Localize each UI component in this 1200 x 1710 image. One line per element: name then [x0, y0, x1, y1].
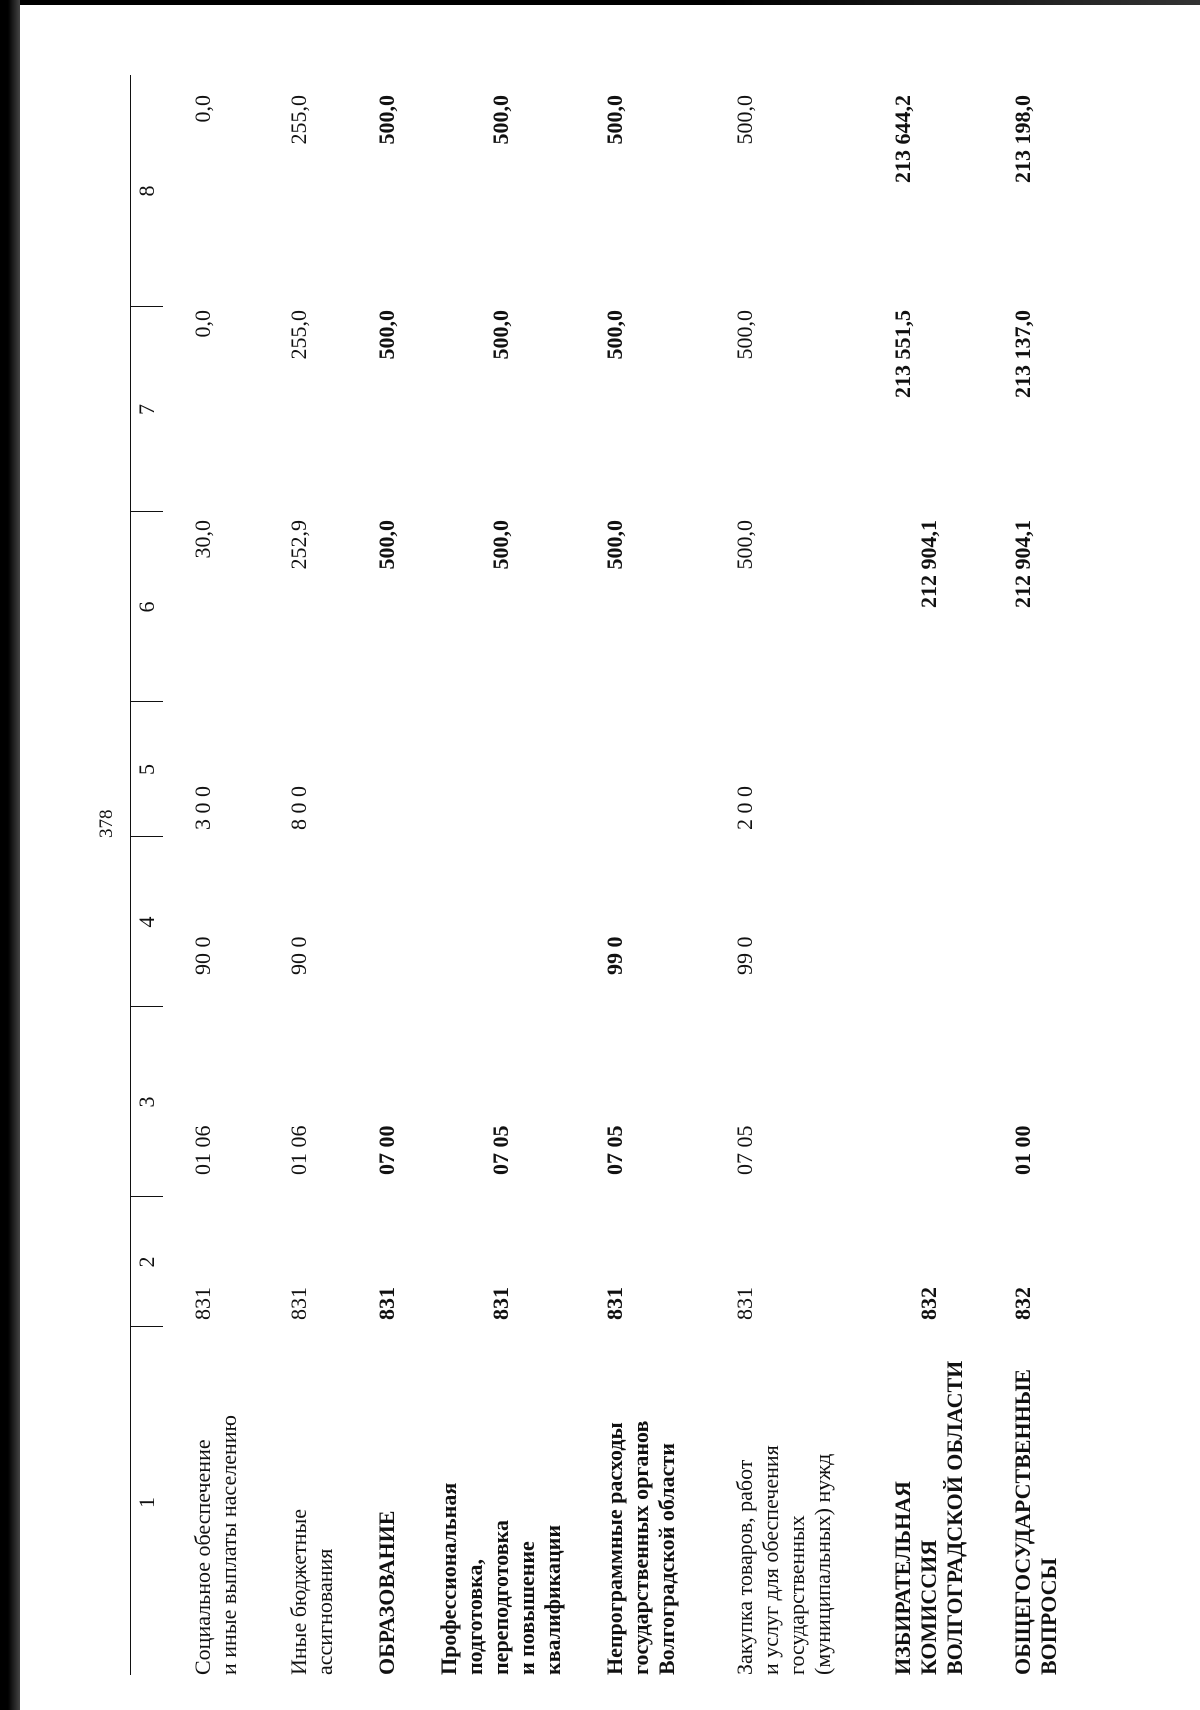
cell-ministry-code: 831	[488, 1287, 513, 1320]
cell-section-code: 01 00	[1010, 1125, 1035, 1175]
row-name: ОБЩЕГОСУДАРСТВЕННЫЕ ВОПРОСЫ	[1010, 1369, 1061, 1675]
cell-section-code: 07 05	[488, 1125, 513, 1175]
cell-ministry-code: 832	[916, 1287, 941, 1320]
row-name: Иные бюджетные ассигнования	[286, 1508, 337, 1675]
cell-section-code: 07 00	[374, 1125, 399, 1175]
cell-amount-col6: 500,0	[732, 520, 757, 570]
budget-table	[130, 75, 1130, 1675]
header-col-5: 5	[134, 764, 159, 775]
cell-target-code: 99 0	[732, 936, 757, 975]
header-col-7: 7	[134, 404, 159, 415]
header-col-4: 4	[134, 916, 159, 928]
cell-amount-col6: 30,0	[190, 520, 215, 559]
cell-amount-col8: 213 644,2	[890, 95, 915, 183]
cell-expense-type: 3 0 0	[190, 786, 215, 830]
cell-amount-col7: 500,0	[602, 310, 627, 360]
cell-section-code: 07 05	[732, 1125, 757, 1175]
row-name: Непрограммные расходы государственных органов Волгоградской области	[602, 1420, 679, 1675]
cell-amount-col7: 213 551,5	[890, 310, 915, 398]
cell-ministry-code: 832	[1010, 1287, 1035, 1320]
cell-section-code: 01 06	[286, 1125, 311, 1175]
scan-border-top	[0, 0, 1200, 5]
cell-target-code: 99 0	[602, 936, 627, 975]
cell-ministry-code: 831	[190, 1287, 215, 1320]
cell-amount-col7: 255,0	[286, 310, 311, 360]
row-name: ИЗБИРАТЕЛЬНАЯ КОМИССИЯ ВОЛГОГРАДСКОЙ ОБЛАСТИ	[890, 1360, 967, 1675]
page-number: 378	[96, 809, 117, 838]
header-col-8: 8	[134, 185, 159, 197]
cell-amount-col8: 500,0	[602, 95, 627, 145]
cell-amount-col6: 252,9	[286, 520, 311, 570]
cell-section-code: 07 05	[602, 1125, 627, 1175]
cell-expense-type: 2 0 0	[732, 786, 757, 830]
header-col-6: 6	[134, 601, 159, 613]
cell-amount-col7: 0,0	[190, 310, 215, 338]
cell-section-code: 01 06	[190, 1125, 215, 1175]
cell-amount-col8: 213 198,0	[1010, 95, 1035, 183]
header-col-1: 1	[134, 1497, 159, 1508]
cell-amount-col6: 500,0	[488, 520, 513, 570]
cell-ministry-code: 831	[374, 1287, 399, 1320]
cell-amount-col7: 500,0	[732, 310, 757, 360]
cell-amount-col8: 500,0	[732, 95, 757, 145]
cell-amount-col6: 500,0	[602, 520, 627, 570]
header-col-2: 2	[134, 1256, 159, 1268]
cell-target-code: 90 0	[190, 936, 215, 975]
cell-amount-col8: 500,0	[488, 95, 513, 145]
cell-amount-col7: 500,0	[488, 310, 513, 360]
header-col-3: 3	[134, 1096, 159, 1108]
cell-ministry-code: 831	[732, 1287, 757, 1320]
cell-amount-col6: 212 904,1	[1010, 520, 1035, 608]
table-header-row	[130, 75, 163, 1675]
cell-amount-col6: 212 904,1	[916, 520, 941, 608]
scan-border-left	[0, 0, 20, 1710]
rotated-table-container	[130, 75, 1130, 1675]
cell-amount-col7: 500,0	[374, 310, 399, 360]
cell-amount-col7: 213 137,0	[1010, 310, 1035, 398]
cell-ministry-code: 831	[602, 1287, 627, 1320]
cell-target-code: 90 0	[286, 936, 311, 975]
row-name: Социальное обеспечение и иные выплаты населению	[190, 1415, 241, 1675]
cell-ministry-code: 831	[286, 1287, 311, 1320]
cell-expense-type: 8 0 0	[286, 786, 311, 830]
row-name: Профессиональная подготовка, переподготовка и повышение квалификации	[436, 1482, 565, 1675]
cell-amount-col8: 0,0	[190, 95, 215, 123]
cell-amount-col8: 255,0	[286, 95, 311, 145]
row-name: Закупка товаров, работ и услуг для обеспечения государственных (муниципальных) нужд	[732, 1445, 835, 1675]
cell-amount-col6: 500,0	[374, 520, 399, 570]
row-name: ОБРАЗОВАНИЕ	[374, 1510, 399, 1675]
cell-amount-col8: 500,0	[374, 95, 399, 145]
